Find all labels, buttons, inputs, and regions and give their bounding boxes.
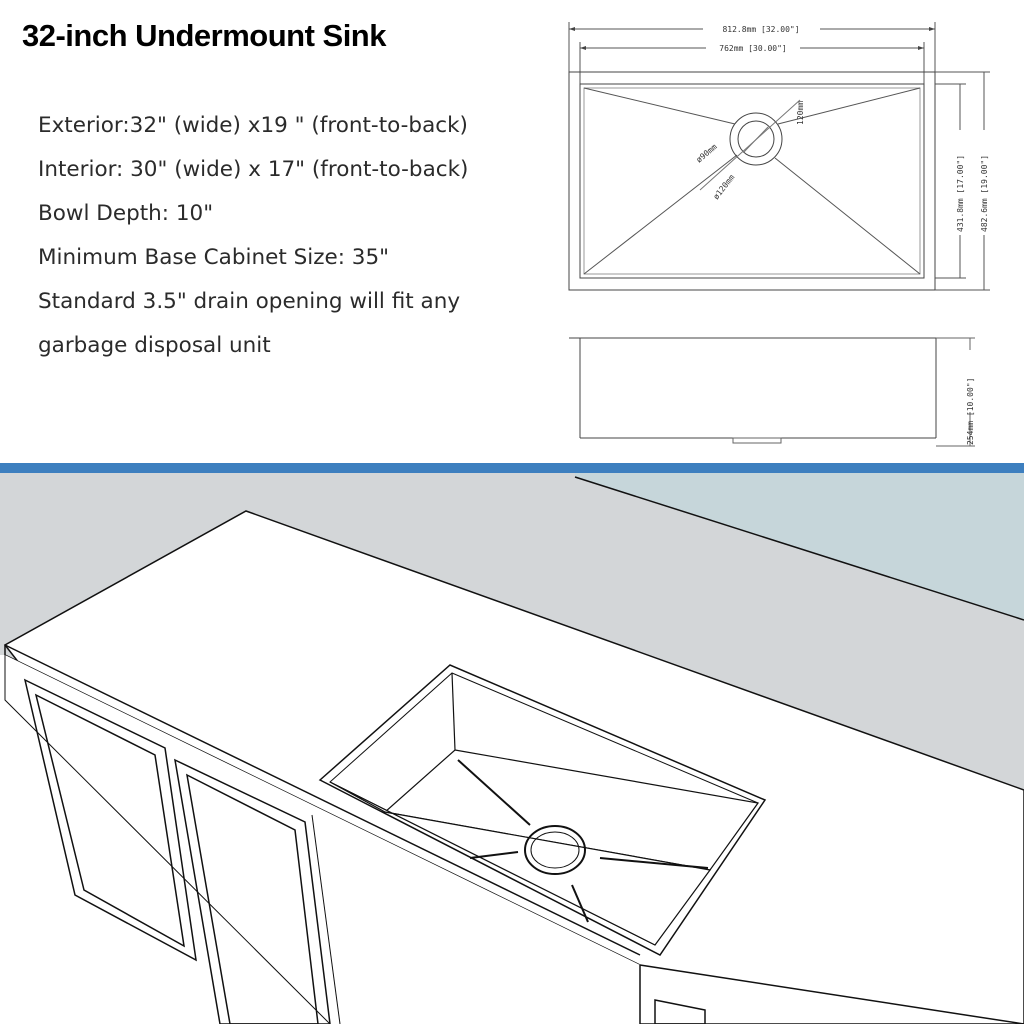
exterior-depth-label: 482.6mm [19.00"] [980,154,989,232]
spec-drain-line-1: Standard 3.5" drain opening will fit any [38,289,461,314]
interior-width-label: 762mm [30.00"] [719,44,787,53]
exterior-width-label: 812.8mm [32.00"] [722,25,800,34]
spec-cabinet-size: Minimum Base Cabinet Size: 35" [38,245,390,270]
section-divider [0,463,1024,473]
interior-depth-label: 431.8mm [17.00"] [956,154,965,232]
page-title: 32-inch Undermount Sink [22,18,386,53]
kitchen-perspective-drawing [0,473,1024,1024]
drain-outer-label: ø120mm [711,172,737,202]
sink-top-view-drawing [0,0,1024,463]
bowl-depth-label: 254mm [10.00"] [966,377,975,445]
spec-drain-line-2: garbage disposal unit [38,333,271,358]
sink-side-view [569,338,975,446]
spec-bowl-depth: Bowl Depth: 10" [38,201,214,226]
spec-interior: Interior: 30" (wide) x 17" (front-to-back) [38,157,469,182]
spec-exterior: Exterior:32" (wide) x19 " (front-to-back) [38,113,468,138]
drain-inner-label: ø90mm [694,142,719,165]
drain-offset-label: 120mm [796,100,805,125]
